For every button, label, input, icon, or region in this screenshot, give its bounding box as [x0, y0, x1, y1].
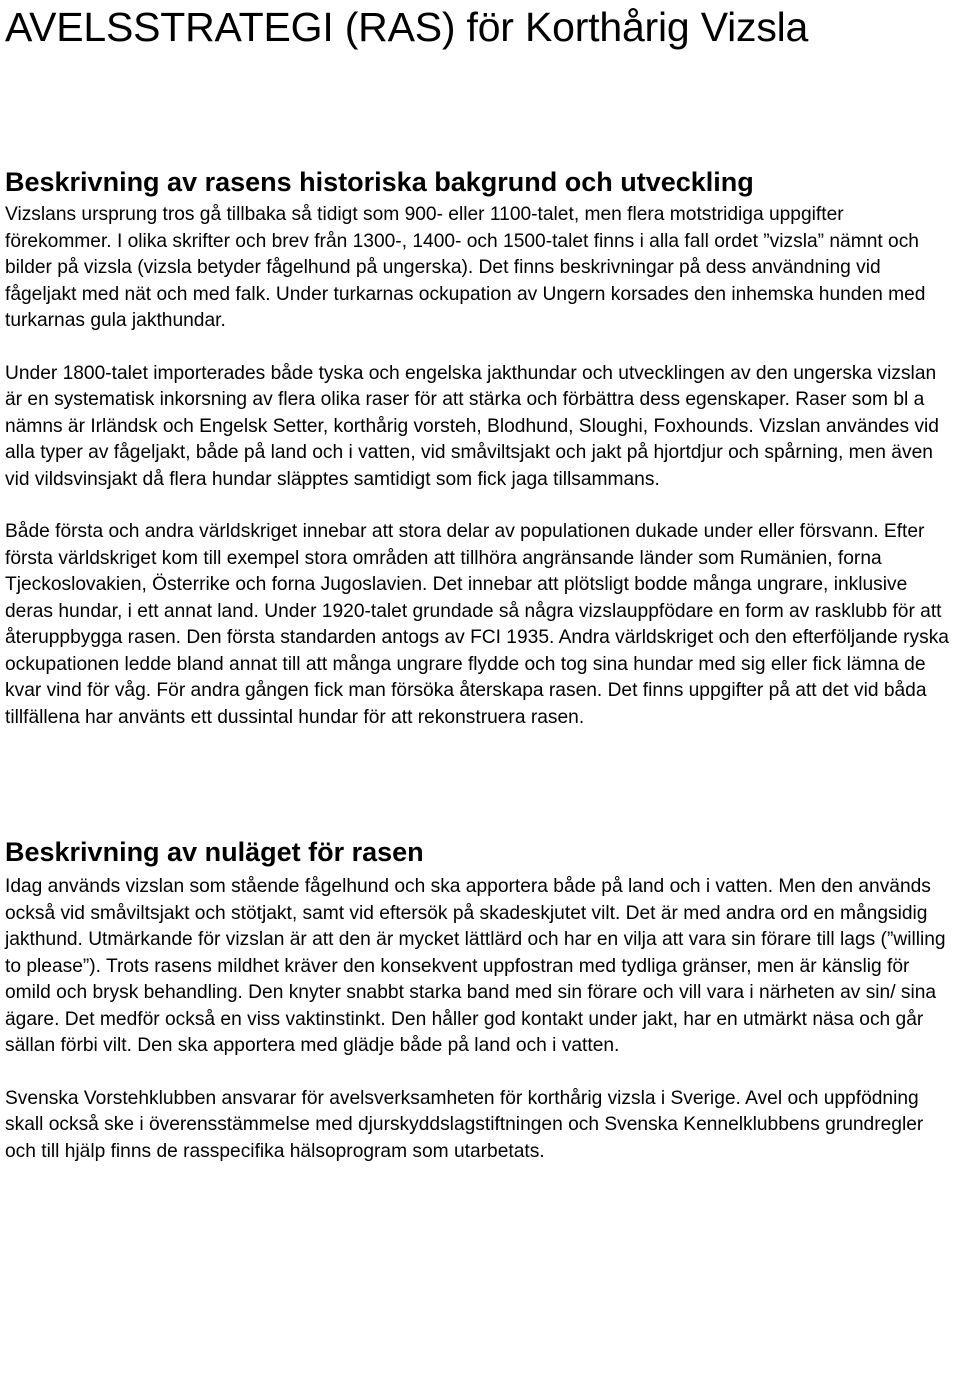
history-paragraph-origin: Vizslans ursprung tros gå tillbaka så tidigt som 900- eller 1100-talet, men flera motstridiga uppgifter förekommer. I olika skrifter och brev från 1300-, 1400- och 1500-talet finns i alla fall ordet ”vizsla” nämnt och bilder på vizsla (vizsla betyder fågelhund på ungerska). Det finns beskrivningar på dess användning vid fågeljakt med nät och med falk. Under turkarnas ockupation av Ungern korsades den inhemska hunden med turkarnas gula jakthundar.: [5, 204, 926, 331]
section-heading-current-status: Beskrivning av nuläget för rasen: [5, 837, 424, 867]
current-status-paragraph-responsibility: Svenska Vorstehklubben ansvarar för avelsverksamheten för korthårig vizsla i Sverige. Avel och uppfödning skall också ske i överensstämmelse med djurskyddslagstiftningen och Svenska Kennelklubbens grundregler och till hjälp finns de rasspecifika hälsoprogram som utarbetats.: [5, 1087, 924, 1162]
document-page: [5, 0, 955, 1165]
section-heading-history: Beskrivning av rasens historiska bakgrund och utveckling: [5, 167, 754, 197]
history-paragraph-world-wars: Både första och andra världskriget innebar att stora delar av populationen dukade under eller försvann. Efter första världskriget kom till exempel stora områden att tillhöra angränsande länder som Rumänien, forna Tjeckoslovakien, Österrike och forna Jugoslavien. Det innebar att plötsligt bodde många ungrare, inklusive deras hundar, i ett annat land. Under 1920-talet grundade så några vizslauppfödare en form av rasklubb för att återuppbygga rasen. Den första standarden antogs av FCI 1935. Andra världskriget och den efterföljande ryska ockupationen ledde bland annat till att många ungrare flydde och tog sina hundar med sig eller fick lämna de kvar vind för våg. För andra gången fick man försöka återskapa rasen. Det finns uppgifter på att det vid båda tillfällena har använts ett dussintal hundar för att rekonstruera rasen.: [5, 521, 949, 728]
current-status-paragraph-usage: Idag används vizslan som stående fågelhund och ska apportera både på land och i vatten. Men den används också vid småviltsjakt och stötjakt, samt vid eftersök på skadeskjutet vilt. Det är med andra ord en mångsidig jakthund. Utmärkande för vizslan är att den är mycket lättlärd och har en vilja att vara sin förare till lags (”willing to please”). Trots rasens mildhet kräver den konsekvent uppfostran med tydliga gränser, men är känslig för omild och brysk behandling. Den knyter snabbt starka band med sin förare och vill vara i närheten av sin/ sina ägare. Det medför också en viss vaktinstinkt. Den håller god kontakt under jakt, har en utmärkt näsa och går sällan förbi vilt. Den ska apportera med glädje både på land och i vatten.: [5, 876, 946, 1056]
history-paragraph-1800s: Under 1800-talet importerades både tyska och engelska jakthundar och utvecklingen av den ungerska vizslan är en systematisk inkorsning av flera olika raser för att stärka och förbättra dess egenskaper. Raser som bl a nämns är Irländsk och Engelsk Setter, korthårig vorsteh, Blodhund, Sloughi, Foxhounds. Vizslan användes vid alla typer av fågeljakt, både på land och i vatten, vid småviltsjakt och jakt på hjortdjur och spårning, men även vid vildsvinsjakt då flera hundar släpptes samtidigt som fick jaga tillsammans.: [5, 362, 939, 490]
document-title: AVELSSTRATEGI (RAS) för Korthårig Vizsla: [5, 4, 809, 50]
